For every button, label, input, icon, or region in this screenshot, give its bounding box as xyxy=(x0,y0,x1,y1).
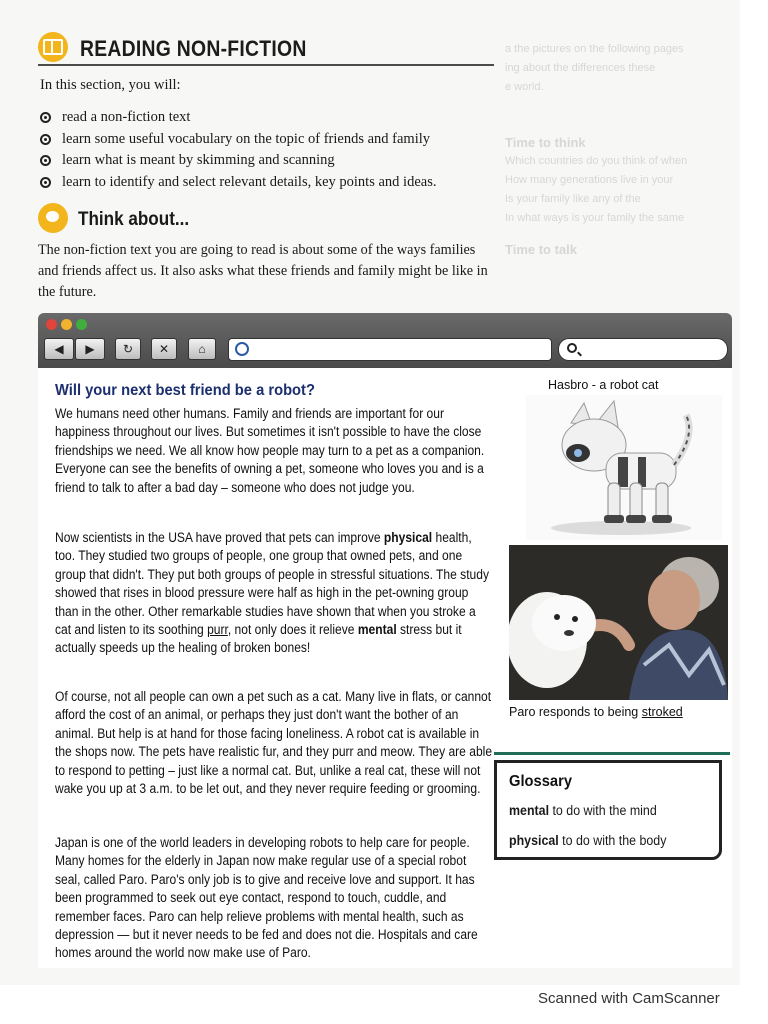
speech-bubble-icon xyxy=(38,203,68,233)
list-item: learn some useful vocabulary on the topic of friends and family xyxy=(40,129,436,151)
home-button[interactable]: ⌂ xyxy=(188,338,216,360)
objectives-list xyxy=(40,107,436,193)
search-icon xyxy=(567,343,577,353)
list-item: learn what is meant by skimming and scanning xyxy=(40,150,436,172)
paro-seal-photo xyxy=(509,545,728,700)
browser-toolbar xyxy=(38,313,732,368)
back-button[interactable]: ◀ xyxy=(44,338,74,360)
search-input[interactable] xyxy=(558,338,728,361)
address-bar[interactable] xyxy=(228,338,552,361)
glossary-entry: mental to do with the mind xyxy=(509,803,657,818)
think-about-text: The non-fiction text you are going to read is about some of the ways families and friends affect us. It also asks what these friends and family might be like in the future. xyxy=(38,242,488,300)
bullet-icon xyxy=(40,134,51,145)
bleed-through-text: a the pictures on the following pages ing about the differences these e world. Time to think Which countries do you think of when How many generations live in your Is your family like any of the In what ways is your family the same Time to talk xyxy=(505,43,688,257)
minimize-dot-icon xyxy=(61,319,72,330)
cat-caption: Hasbro - a robot cat xyxy=(548,378,659,392)
glossary-box xyxy=(494,760,722,860)
glossary-title: Glossary xyxy=(509,773,573,790)
glossary-entry: physical to do with the body xyxy=(509,833,667,848)
article-paragraph: We humans need other humans. Family and friends are important for our happiness throughout our lives. But sometimes it isn't possible to have the close friendships we need. We all know how people may turn to a pet as a companion. Everyone can see the benefits of owning a pet, someone who loves you and is a friend to talk to after a bad day – someone who does not judge you. xyxy=(55,406,485,495)
textbook-page: a the pictures on the following pages ing about the differences these e world. Time to think Which countries do you think of when How many generations live in your Is your family like any of the In what ways is your family the same Time to talk READING NON-FICTION In this section, you will: read a non-fiction text learn some useful vocabulary on the topic of friends and family learn what is meant by skimming and scanning learn to identify and select relevant details, key points and ideas. Think about... The non-fiction text you are going to read is about some of the ways families and friends affect us. It also asks what these friends and family might be like in the future. ◀ ▶ ↻ ✕ ⌂ Will your next best friend be a robot? We humans need other humans. Family and friends are important for our happiness throughout our lives. But sometimes it isn't possible to have the close friendships we need. We all know how people may turn to a pet as a companion. Everyone can see the benefits of owning a pet, someone who loves you and is a friend to talk to after a bad day – someone who does not judge you. Now scientists in the USA have proved that pets can improve physical health, too. They studied two groups of people, one group that owned pets, and one group that didn't. They put both groups of people in stressful situations. The study showed that rises in blood pressure were half as high in the pet-owning group than in the other. Other remarkable studies have shown that when you stroke a cat and listen to its soothing purr, not only does it relieve mental stress but it actually speeds up the healing of broken bones! Of course, not all people can own a pet such as a cat. Many live in flats, or cannot afford the cost of an animal, or perhaps they just don't want the bother of an animal. But help is at hand for those facing loneliness. A robot cat is available in the shops now. The pets have realistic fur, and they purr and meow. They are able to respond to petting – just like a normal cat. But, unlike a real cat, these will not wake you up at 3 a.m. to be let out, and they never require feeding or grooming. Japan is one of the world leaders in developing robots to help care for people. Many homes for the elderly in Japan now make regular use of a special robot seal, called Paro. Paro's only job is to give and receive love and support. It has been programmed to seek out eye contact, respond to touch, cuddle, and remember faces. Paro can help relieve problems with mental health, such as depression — but it never needs to be fed and does not die. Hospitals and care homes around the world now make use of Paro. Hasbro - a robot cat Paro responds to being stroked Glossary mental to do with the mind physical to do with the body xyxy=(0,0,740,985)
article-paragraph: Now scientists in the USA have proved that pets can improve physical health, too. They studied two groups of people, one group that owned pets, and one group that didn't. They put both groups of people in stressful situations. The study showed that rises in blood pressure were half as high in the pet-owning group than in the other. Other remarkable studies have shown that when you stroke a cat and listen to its soothing purr, not only does it relieve mental stress but it actually speeds up the healing of broken bones! xyxy=(55,530,489,656)
forward-button[interactable]: ▶ xyxy=(75,338,105,360)
article-title: Will your next best friend be a robot? xyxy=(55,382,315,399)
list-item: learn to identify and select relevant details, key points and ideas. xyxy=(40,172,436,194)
paro-caption: Paro responds to being stroked xyxy=(509,705,683,719)
reload-button[interactable]: ↻ xyxy=(115,338,141,360)
close-dot-icon xyxy=(46,319,57,330)
book-icon xyxy=(38,32,68,62)
list-item: read a non-fiction text xyxy=(40,107,436,129)
stop-button[interactable]: ✕ xyxy=(151,338,177,360)
bullet-icon xyxy=(40,155,51,166)
bullet-icon xyxy=(40,112,51,123)
glossary-top-rule xyxy=(494,752,730,755)
article-paragraph: Japan is one of the world leaders in developing robots to help care for people. Many homes for the elderly in Japan now make regular use of a special robot seal, called Paro. Paro's only job is to give and receive love and support. It has been programmed to seek out eye contact, respond to touch, cuddle, and remember faces. Paro can help relieve problems with mental health, such as depression — but it never needs to be fed and does not die. Hospitals and care homes around the world now make use of Paro. xyxy=(55,835,478,961)
maximize-dot-icon xyxy=(76,319,87,330)
header-rule xyxy=(38,64,494,66)
section-title: READING NON-FICTION xyxy=(80,36,307,61)
globe-icon xyxy=(235,342,249,356)
bullet-icon xyxy=(40,177,51,188)
article-paragraph: Of course, not all people can own a pet such as a cat. Many live in flats, or cannot afford the cost of an animal, or perhaps they just don't want the bother of an animal. But help is at hand for those facing loneliness. A robot cat is available in the shops now. The pets have realistic fur, and they purr and meow. They are able to respond to petting – just like a normal cat. But, unlike a real cat, these will not wake you up at 3 a.m. to be let out, and they never require feeding or grooming. xyxy=(55,689,493,797)
scanner-watermark: Scanned with CamScanner xyxy=(538,990,720,1007)
section-intro: In this section, you will: xyxy=(40,77,181,93)
robot-cat-image xyxy=(526,395,722,540)
